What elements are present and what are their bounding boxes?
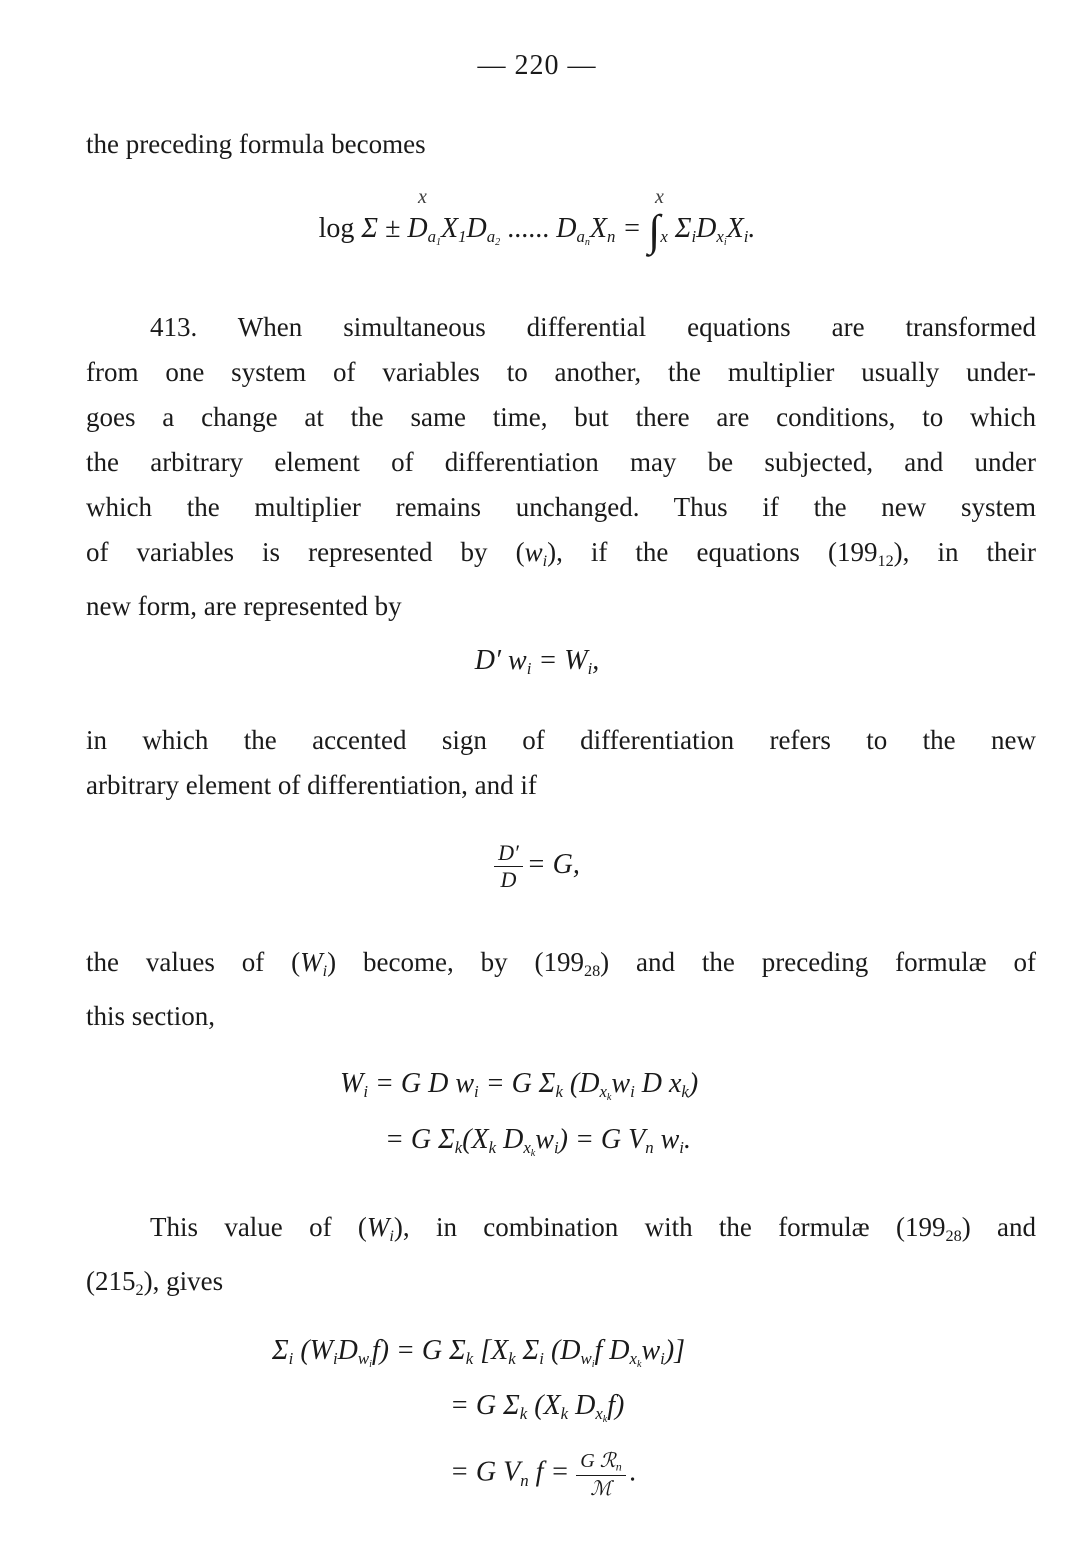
paragraph-accented-sign: in which the accented sign of differentiation refers to the new arbitrary element of differentiation, and if <box>86 725 1036 800</box>
handwritten-annotation: x <box>418 186 427 208</box>
handwritten-annotation: x <box>655 186 664 208</box>
equation-g: $\frac{D'}{D}$ = G, <box>0 840 1074 893</box>
equation-w-line1: $W_i = G$ D $w_i = G$ $\Sigma_k$ ($D_{x_k}w_i$ D $x_k$) <box>340 1068 699 1104</box>
intro-text: the preceding formula becomes <box>86 129 426 159</box>
equation-w-line2: = G $\Sigma_k(X_k$ $D_{x_k}w_i) = G$ $V_n$ $w_i$. <box>385 1124 691 1160</box>
equation-sum-line2: = G $\Sigma_k$ ($X_k$ $D_{x_k}f$) <box>450 1390 625 1426</box>
paragraph-values-w: the values of $(W_i)$ become, by $(199_{28})$ and the preceding formulæ of this section, <box>86 947 1037 1031</box>
equation-sum-line1: $\Sigma_i$ $(W_iD_{w_i}f) = G$ $\Sigma_k$ [$X_k$ $\Sigma_i$ ($D_{w_i}f$ $D_{x_k}w_i$)] <box>272 1335 686 1371</box>
equation-sum-line3: = G $V_n$ f = $\frac{G ℛ_n}{\text{ℳ}}$ . <box>450 1450 637 1500</box>
paragraph-413: 413. When simultaneous differential equations are transformed from one system of variables to another, the multiplier usually under- goes a change at the same time, but there are conditions, to which the arbitrary element of differentiation may be subjected, and under which the multiplier remains unchanged. Thus if the new system of variables is represented by $(w_i)$, if the equations $(199_{12})$, in their new form, are represented by <box>86 312 1036 621</box>
page-number: — 220 — <box>477 50 597 81</box>
paragraph-combination: This value of $(W_i)$, in combination with the formulæ $(199_{28})$ and $(215_2)$, gives <box>86 1212 1036 1299</box>
equation-log-sum: $\log \Sigma \pm D_{a_1}X_1D_{a_2}$ ...... $D_{a_n}X_n = \int_x$ $\Sigma_iD_{x_i}X_i$. <box>318 206 756 255</box>
equation-dprime-w: D′ $w_i = W_i$, <box>474 645 600 679</box>
